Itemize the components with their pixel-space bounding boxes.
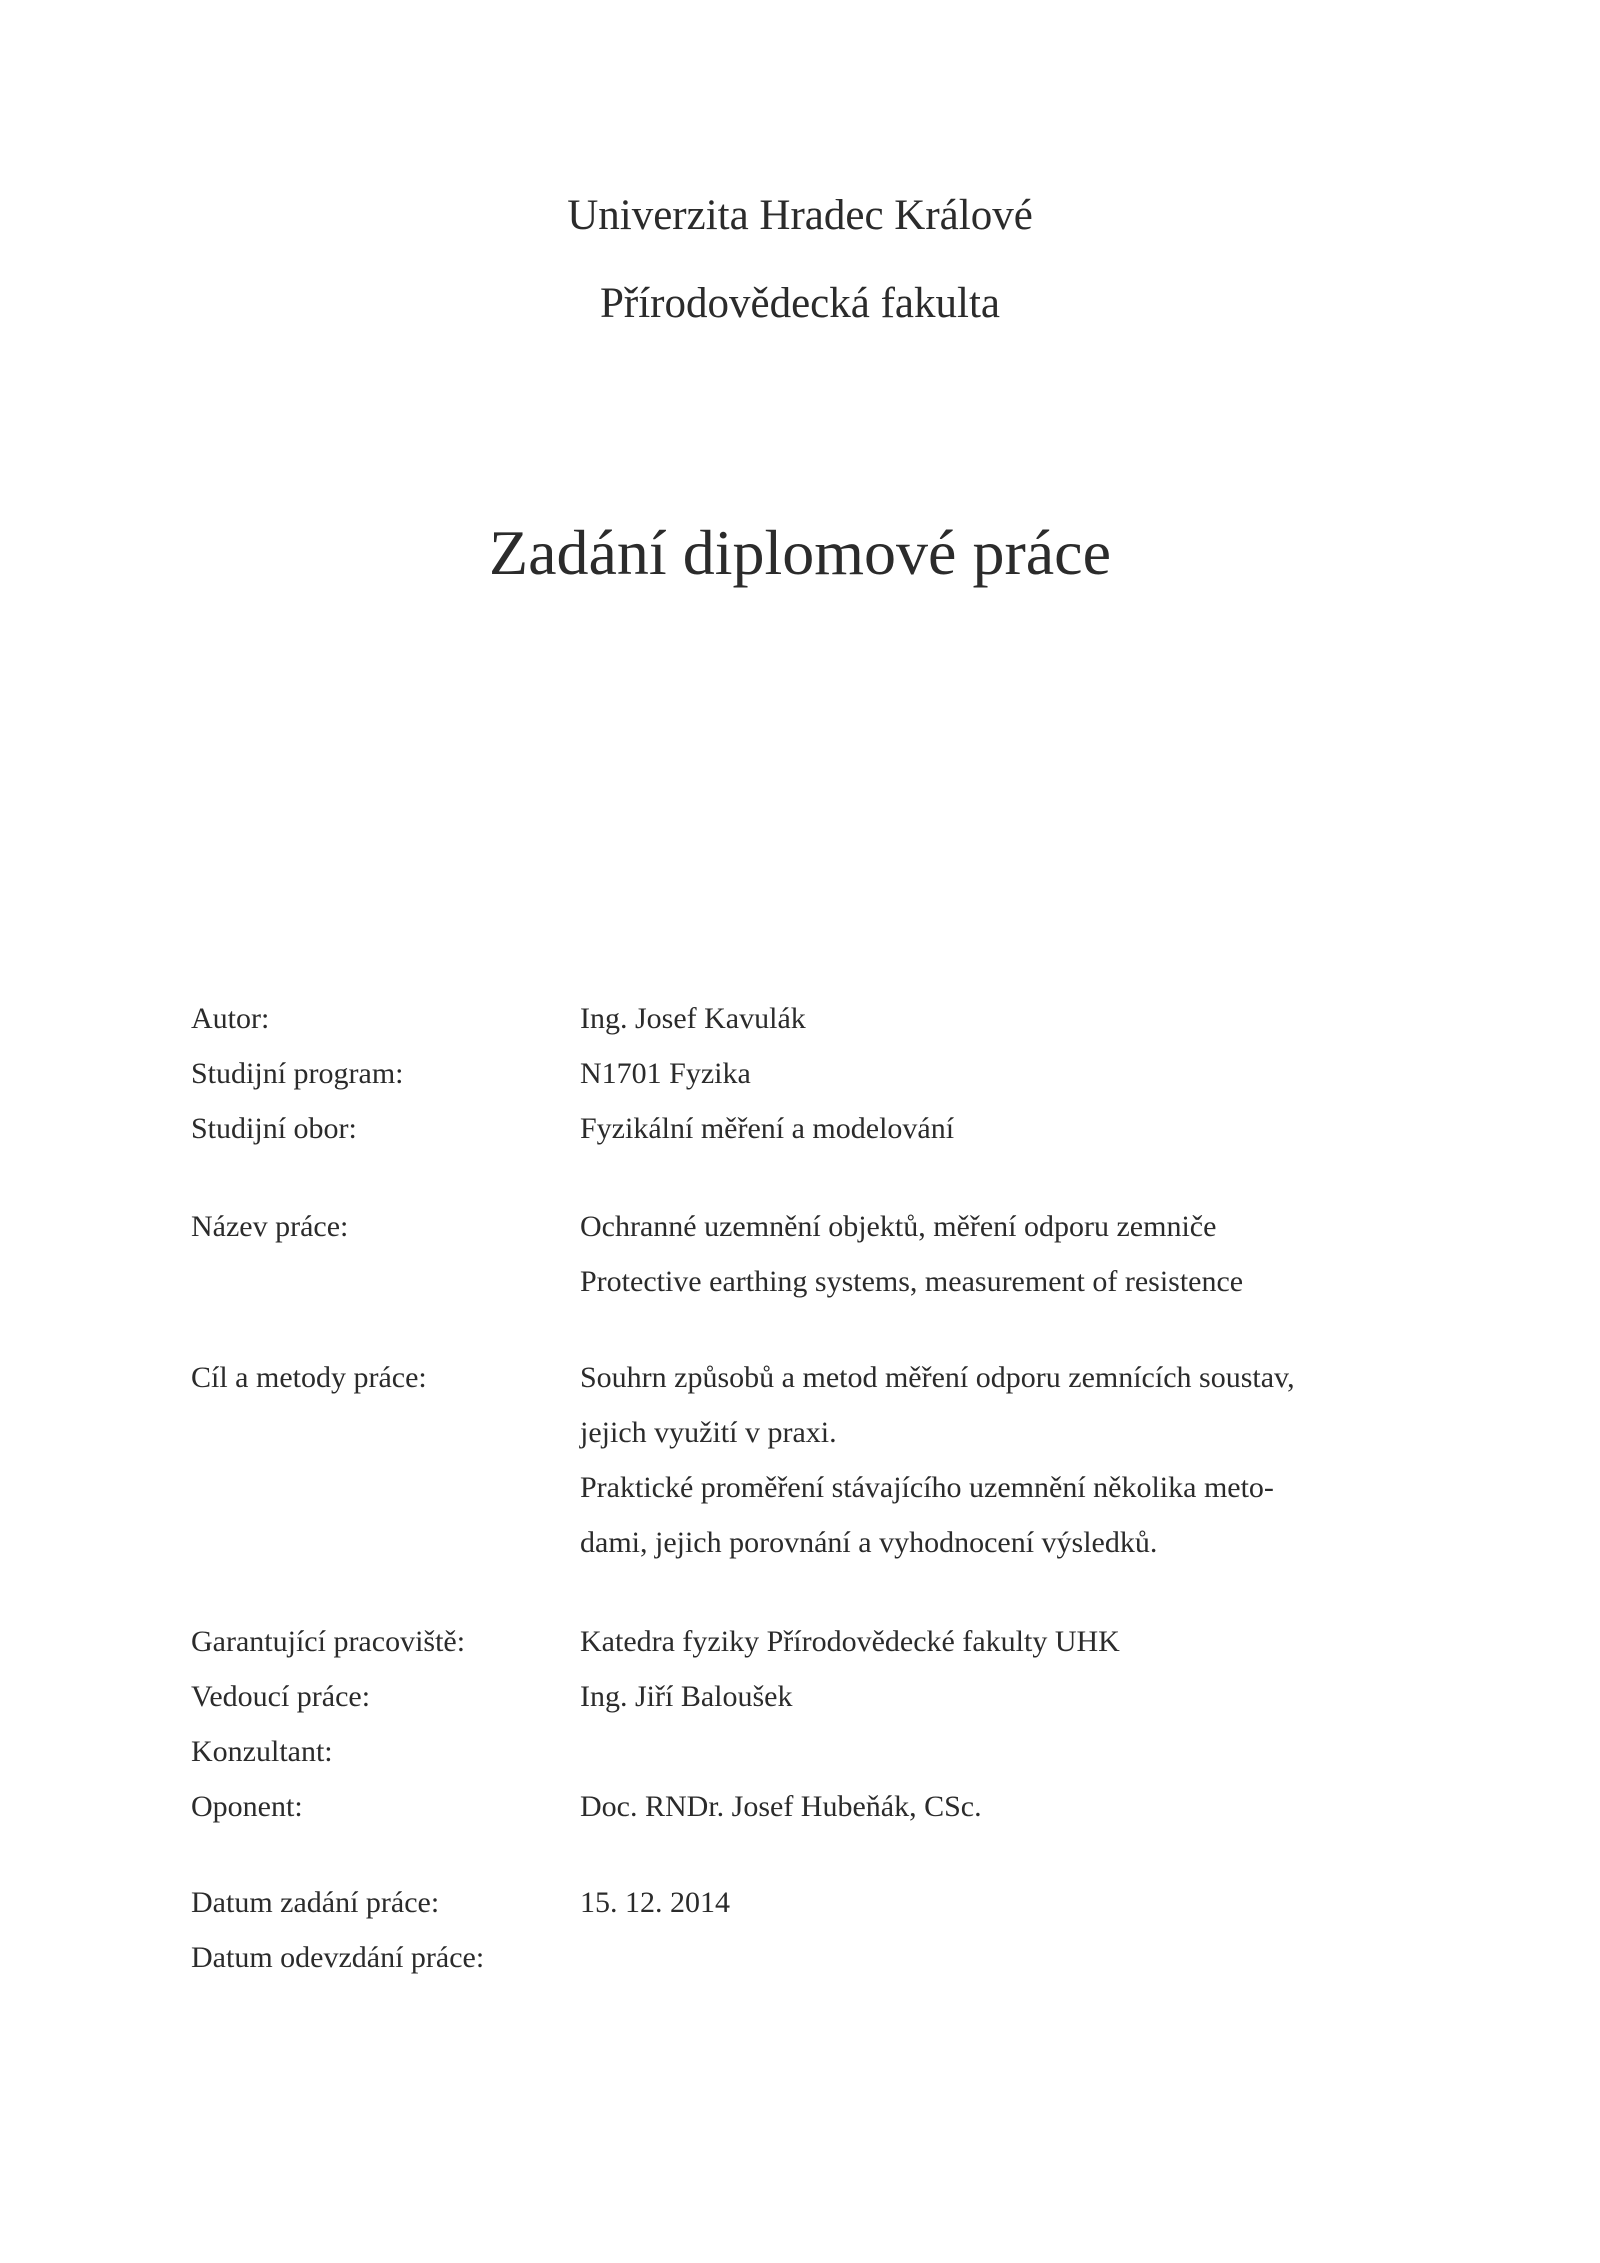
- label-column: [191, 1614, 571, 1834]
- value-column: [580, 991, 1480, 1156]
- label-column: [191, 1350, 571, 1405]
- field-value-cil-line-4: dami, jejich porovnání a vyhodnocení výsledků.: [580, 1526, 1158, 1559]
- field-label-oponent: Oponent:: [191, 1790, 303, 1823]
- university-name: Univerzita Hradec Králové: [567, 192, 1033, 239]
- document-title: Zadání diplomové práce: [489, 517, 1111, 588]
- field-label-konzultant: Konzultant:: [191, 1735, 333, 1768]
- field-value-studijni-program: N1701 Fyzika: [580, 1057, 751, 1090]
- field-label-vedouci-prace: Vedoucí práce:: [191, 1680, 371, 1713]
- field-value-datum-zadani: 15. 12. 2014: [580, 1886, 730, 1919]
- field-label-datum-zadani: Datum zadání práce:: [191, 1886, 440, 1919]
- value-column: [580, 1875, 1480, 1985]
- field-value-cil-line-3: Praktické proměření stávajícího uzemnění několika meto-: [580, 1471, 1274, 1504]
- field-value-cil-line-2: jejich využití v praxi.: [580, 1416, 837, 1449]
- faculty-name: Přírodovědecká fakulta: [600, 280, 1000, 327]
- field-label-autor: Autor:: [191, 1002, 270, 1035]
- field-label-datum-odevzdani: Datum odevzdání práce:: [191, 1941, 485, 1974]
- field-value-nazev-prace-en: Protective earthing systems, measurement of resistence: [580, 1265, 1244, 1298]
- field-label-cil-a-metody: Cíl a metody práce:: [191, 1361, 427, 1394]
- field-label-studijni-obor: Studijní obor:: [191, 1112, 357, 1145]
- field-value-studijni-obor: Fyzikální měření a modelování: [580, 1112, 955, 1145]
- label-column: [191, 991, 571, 1156]
- field-value-datum-odevzdani: [580, 1930, 1480, 1985]
- field-value-vedouci-prace: Ing. Jiří Baloušek: [580, 1680, 793, 1713]
- value-column: [580, 1199, 1480, 1309]
- value-column: [580, 1350, 1480, 1570]
- field-value-konzultant: [580, 1724, 1480, 1779]
- field-value-oponent: Doc. RNDr. Josef Hubeňák, CSc.: [580, 1790, 982, 1823]
- field-label-garantujici-pracoviste: Garantující pracoviště:: [191, 1625, 466, 1658]
- field-value-cil-line-1: Souhrn způsobů a metod měření odporu zemnících soustav,: [580, 1361, 1295, 1394]
- field-value-garantujici-pracoviste: Katedra fyziky Přírodovědecké fakulty UHK: [580, 1625, 1120, 1658]
- value-column: [580, 1614, 1480, 1834]
- field-label-studijni-program: Studijní program:: [191, 1057, 404, 1090]
- field-label-nazev-prace: Název práce:: [191, 1210, 349, 1243]
- field-value-nazev-prace-cz: Ochranné uzemnění objektů, měření odporu zemniče: [580, 1210, 1217, 1243]
- field-value-autor: Ing. Josef Kavulák: [580, 1002, 806, 1035]
- label-column: [191, 1199, 571, 1254]
- label-column: [191, 1875, 571, 1985]
